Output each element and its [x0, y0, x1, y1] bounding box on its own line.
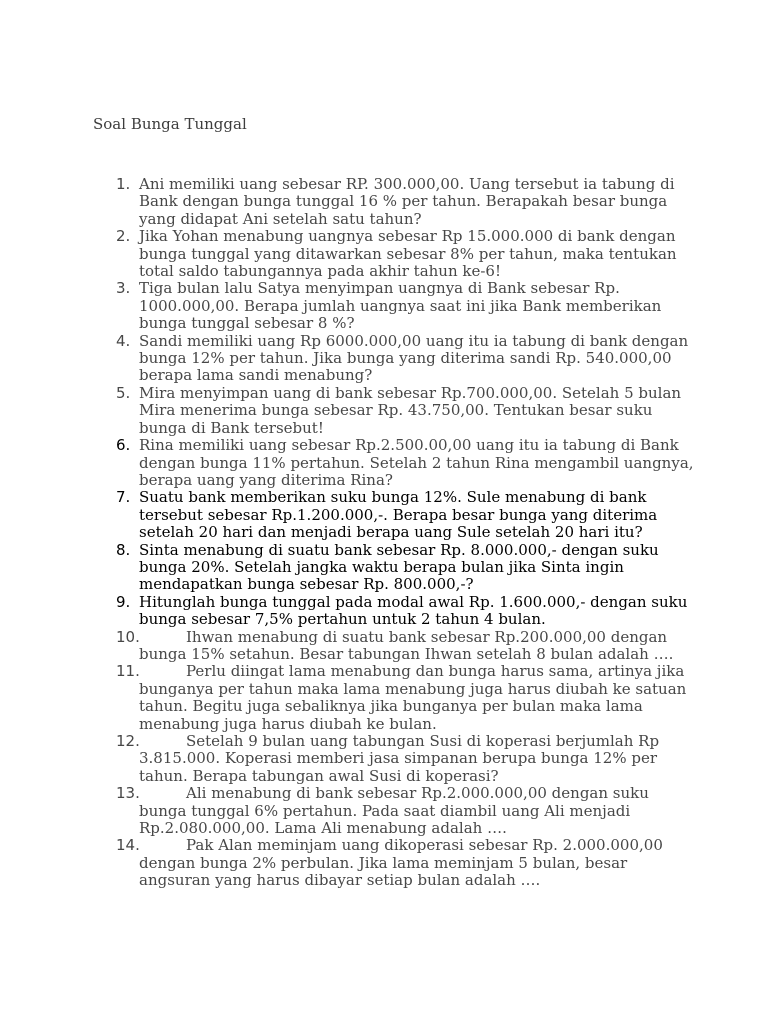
question-text: Suatu bank memberikan suku bunga 12%. Sule menabung di bank tersebut sebesar Rp.1.200.000,-. Berapa besar bunga yang diterima setelah 20 hari dan menjadi berapa uang Sule setelah 20 hari itu? — [139, 488, 658, 542]
question-item — [0, 333, 768, 385]
question-text: Sinta menabung di suatu bank sebesar Rp. 8.000.000,- dengan suku bunga 20%. Setelah jangka waktu berapa bulan jika Sinta ingin mendapatkan bunga sebesar Rp. 800.000,-? — [139, 540, 659, 594]
question-number: 14. — [116, 836, 140, 855]
question-text: Mira menyimpan uang di bank sebesar Rp.700.000,00. Setelah 5 bulan Mira menerima bunga sebesar Rp. 43.750,00. Tentukan besar suku bunga di Bank tersebut! — [139, 383, 682, 437]
question-text: Pak Alan meminjam uang dikoperasi sebesar Rp. 2.000.000,00 dengan bunga 2% perbulan. Jika lama meminjam 5 bulan, besar angsuran yang harus dibayar setiap bulan adalah …. — [139, 836, 663, 890]
question-number: 11. — [116, 662, 140, 681]
question-text: Rina memiliki uang sebesar Rp.2.500.00,00 uang itu ia tabung di Bank dengan bunga 11% pertahun. Setelah 2 tahun Rina mengambil uangnya, berapa uang yang diterima Rina? — [139, 436, 694, 489]
question-number: 12. — [116, 732, 140, 750]
question-number: 8. — [116, 540, 131, 559]
question-number: 6. — [116, 436, 131, 455]
question-text: Jika Yohan menabung uangnya sebesar Rp 15.000.000 di bank dengan bunga tunggal yang ditawarkan sebesar 8% per tahun, maka tentukan total saldo tabungannya pada akhir tahun ke-6! — [139, 227, 677, 281]
question-text: Hitunglah bunga tunggal pada modal awal Rp. 1.600.000,- dengan suku bunga sebesar 7,5% pertahun untuk 2 tahun 4 bulan. — [139, 592, 688, 629]
question-item — [0, 629, 768, 664]
question-item — [0, 437, 768, 489]
question-item — [0, 176, 768, 228]
question-item — [0, 385, 768, 437]
question-item — [0, 542, 768, 594]
question-text: Ihwan menabung di suatu bank sebesar Rp.200.000,00 dengan bunga 15% setahun. Besar tabungan Ihwan setelah 8 bulan adalah …. — [139, 627, 674, 663]
question-number: 3. — [116, 279, 131, 298]
question-text: Sandi memiliki uang Rp 6000.000,00 uang itu ia tabung di bank dengan bunga 12% per tahun. Jika bunga yang diterima sandi Rp. 540.000,00 berapa lama sandi menabung? — [139, 331, 689, 385]
question-item — [0, 280, 768, 332]
question-item — [0, 594, 768, 629]
question-number: 13. — [116, 784, 140, 803]
question-text: Perlu diingat lama menabung dan bunga harus sama, artinya jika bunganya per tahun maka lama menabung juga harus diubah ke satuan tahun. Begitu juga sebaliknya jika bunganya per bulan maka lama menabung juga harus diubah ke bulan. — [139, 662, 687, 733]
question-text: Setelah 9 bulan uang tabungan Susi di koperasi berjumlah Rp 3.815.000. Koperasi memberi jasa simpanan berupa bunga 12% per tahun. Berapa tabungan awal Susi di koperasi? — [139, 732, 660, 785]
question-number: 4. — [116, 331, 131, 350]
question-number: 1. — [116, 175, 131, 193]
question-item — [0, 733, 768, 785]
question-number: 9. — [116, 592, 131, 611]
question-item — [0, 489, 768, 541]
question-list — [0, 176, 768, 890]
question-item — [0, 663, 768, 733]
question-text: Ali menabung di bank sebesar Rp.2.000.000,00 dengan suku bunga tunggal 6% pertahun. Pada saat diambil uang Ali menjadi Rp.2.080.000,00. Lama Ali menabung adalah …. — [139, 784, 649, 838]
question-number: 7. — [116, 488, 131, 507]
question-item — [0, 785, 768, 837]
question-item — [0, 837, 768, 889]
question-number: 5. — [116, 383, 131, 402]
question-text: Ani memiliki uang sebesar RP. 300.000,00. Uang tersebut ia tabung di Bank dengan bunga tunggal 16 % per tahun. Berapakah besar bunga yang didapat Ani setelah satu tahun? — [139, 175, 675, 228]
question-text: Tiga bulan lalu Satya menyimpan uangnya di Bank sebesar Rp. 1000.000,00. Berapa jumlah uangnya saat ini jika Bank memberikan bunga tunggal sebesar 8 %? — [139, 279, 662, 333]
question-number: 10. — [116, 627, 140, 646]
document-title: Soal Bunga Tunggal — [93, 115, 247, 133]
question-number: 2. — [116, 227, 131, 246]
question-item — [0, 228, 768, 280]
